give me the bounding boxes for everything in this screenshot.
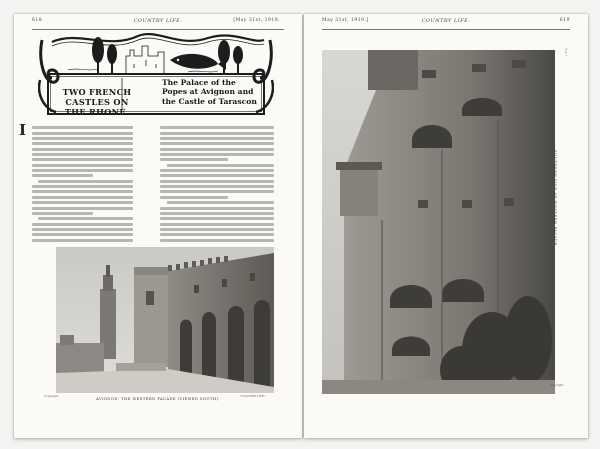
right-running-head [304,18,588,28]
body-text-line [160,137,274,140]
body-text-line [160,158,228,161]
text-column-1 [32,124,133,244]
body-text-line [160,190,274,193]
body-text-line [32,158,133,161]
body-text-line [160,228,274,231]
body-text-line [160,126,274,129]
body-text-line [32,223,133,226]
body-text-line [32,228,133,231]
body-text-line [32,126,133,129]
body-text-line [32,169,133,172]
left-photo-caption: AVIGNON: THE WESTERN FACADE (VIEWED SOUTH). [95,397,220,401]
left-masthead: COUNTRY LIFE. [133,18,183,24]
body-text-line [160,148,274,151]
body-text-line [160,174,274,177]
left-photo-credit-left: Copyright. [44,394,60,398]
drop-cap: I [19,121,27,139]
body-text-line [160,196,228,199]
body-text-line [160,169,274,172]
title-left-line: TWO FRENCH [62,87,132,97]
title-right-line: the Castle of Tarascon [162,96,257,106]
body-text-line [160,223,274,226]
body-text-line [32,137,133,140]
body-text-line [32,196,133,199]
article-title-panel [38,20,274,116]
left-page-number: 618 [32,18,43,23]
body-text-line [160,132,274,135]
body-text-line [32,201,133,204]
body-text-line [160,239,274,242]
body-text-line [32,190,133,193]
body-text-line [32,207,133,210]
body-text-line [32,239,133,242]
right-photo-caption: SOUTHERN SIDE OF WESTERN FACADE. [553,150,557,248]
avignon-facade-photo [56,247,274,393]
palace-photo-illustration [56,247,274,393]
right-date: May 31st, 1919.] [322,18,369,23]
right-header-rule [322,29,570,30]
body-text-line [32,153,133,156]
title-left-line: CASTLES ON [65,97,129,107]
body-text-line [160,212,274,215]
body-text-line [160,233,274,236]
body-text-line [32,185,133,188]
body-text-line [32,174,93,177]
body-text-line [167,201,274,204]
western-facade-photo [322,50,555,394]
body-text-line [160,180,274,183]
text-column-2 [160,124,274,244]
body-text-line [160,185,274,188]
body-text-line [160,217,274,220]
body-text-line [32,142,133,145]
title-right-line: The Palace of the [162,78,236,87]
body-text-line [38,217,133,220]
body-text-line [32,132,133,135]
body-text-line [32,164,133,167]
body-text-line [160,142,274,145]
body-text-line [32,212,93,215]
title-left-block [58,87,136,117]
title-right-line: Popes at Avignon and [162,87,254,97]
right-photo-top-label: "C.L." [564,48,568,57]
right-masthead: COUNTRY LIFE. [421,18,471,24]
right-page-number: 619 [559,18,570,23]
title-left-line: THE RHONE. [64,107,130,117]
right-photo-credit: Copyright. [550,384,564,387]
left-date: [May 31st, 1919. [233,18,280,23]
body-text-line [32,148,133,151]
body-text-line [38,180,133,183]
body-text-line [167,164,274,167]
body-text-line [32,233,133,236]
body-text-line [160,153,274,156]
title-right-block [162,78,282,106]
left-photo-credit-right: "COUNTRY LIFE." [240,394,267,398]
facade-photo-illustration [322,50,555,394]
body-text-line [160,207,274,210]
